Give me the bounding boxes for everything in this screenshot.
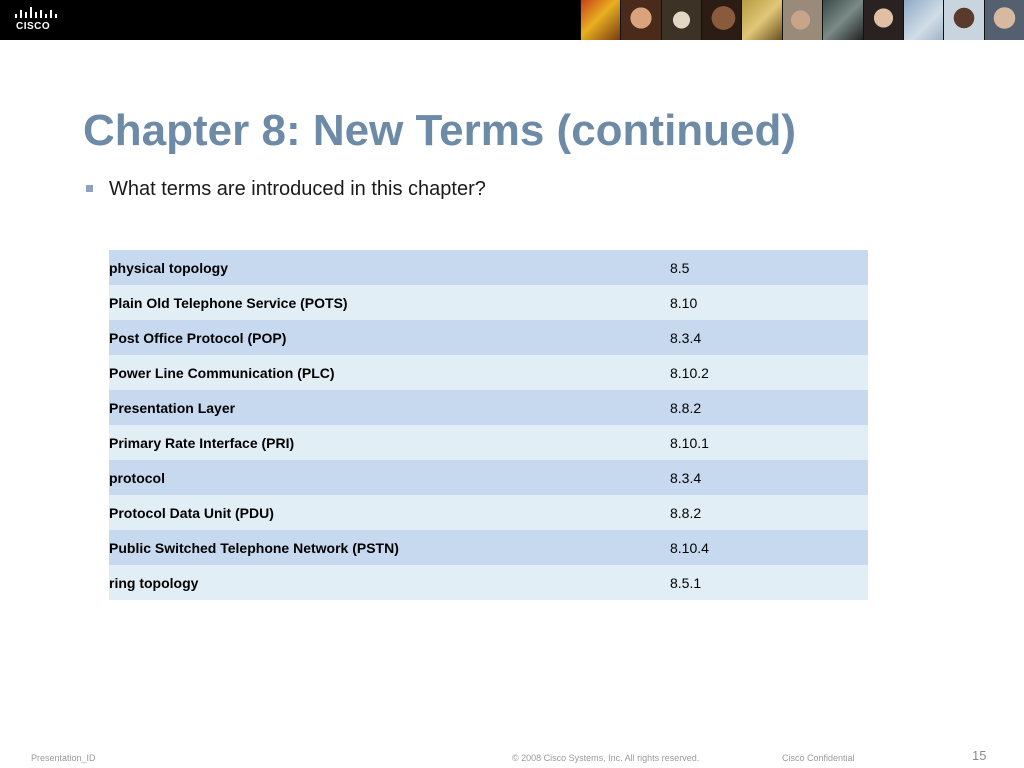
- banner-photo: [863, 0, 903, 40]
- term-cell: Protocol Data Unit (PDU): [109, 495, 670, 530]
- term-cell: Primary Rate Interface (PRI): [109, 425, 670, 460]
- footer-copyright: © 2008 Cisco Systems, Inc. All rights reserved.: [512, 753, 700, 763]
- table-row: [109, 530, 868, 565]
- banner-photo: [661, 0, 701, 40]
- banner-photo: [782, 0, 822, 40]
- term-cell: protocol: [109, 460, 670, 495]
- cisco-logo: [14, 6, 58, 34]
- footer-confidential: Cisco Confidential: [782, 753, 855, 763]
- section-cell: 8.8.2: [670, 390, 868, 425]
- banner-photo: [903, 0, 943, 40]
- table-row: [109, 355, 868, 390]
- term-cell: ring topology: [109, 565, 670, 600]
- bullet-item: [86, 176, 486, 202]
- section-cell: 8.10: [670, 285, 868, 320]
- banner-photo: [984, 0, 1024, 40]
- section-cell: 8.5.1: [670, 565, 868, 600]
- term-cell: Power Line Communication (PLC): [109, 355, 670, 390]
- banner-photo: [580, 0, 620, 40]
- square-bullet-icon: [86, 185, 93, 192]
- banner-photo: [701, 0, 741, 40]
- table-row: [109, 320, 868, 355]
- banner-photo: [741, 0, 781, 40]
- term-cell: Public Switched Telephone Network (PSTN): [109, 530, 670, 565]
- banner-photo: [620, 0, 660, 40]
- cisco-bars-icon: [14, 6, 58, 20]
- section-cell: 8.8.2: [670, 495, 868, 530]
- section-cell: 8.3.4: [670, 460, 868, 495]
- section-cell: 8.10.2: [670, 355, 868, 390]
- photo-strip: [580, 0, 1024, 40]
- section-cell: 8.5: [670, 250, 868, 285]
- page-number: 15: [972, 748, 987, 763]
- table-row: [109, 285, 868, 320]
- table-row: [109, 460, 868, 495]
- header-banner: [0, 0, 1024, 40]
- term-cell: Post Office Protocol (POP): [109, 320, 670, 355]
- logo-wordmark: CISCO: [16, 21, 51, 32]
- slide-title: Chapter 8: New Terms (continued): [83, 106, 797, 155]
- section-cell: 8.10.1: [670, 425, 868, 460]
- term-cell: Presentation Layer: [109, 390, 670, 425]
- table-row: [109, 250, 868, 285]
- table-row: [109, 425, 868, 460]
- table-row: [109, 495, 868, 530]
- banner-photo: [822, 0, 862, 40]
- footer-presentation-id: Presentation_ID: [31, 753, 96, 763]
- banner-photo: [943, 0, 983, 40]
- section-cell: 8.3.4: [670, 320, 868, 355]
- bullet-text: What terms are introduced in this chapter?: [109, 177, 486, 200]
- terms-table: [109, 250, 868, 600]
- table-row: [109, 565, 868, 600]
- table-row: [109, 390, 868, 425]
- term-cell: Plain Old Telephone Service (POTS): [109, 285, 670, 320]
- section-cell: 8.10.4: [670, 530, 868, 565]
- term-cell: physical topology: [109, 250, 670, 285]
